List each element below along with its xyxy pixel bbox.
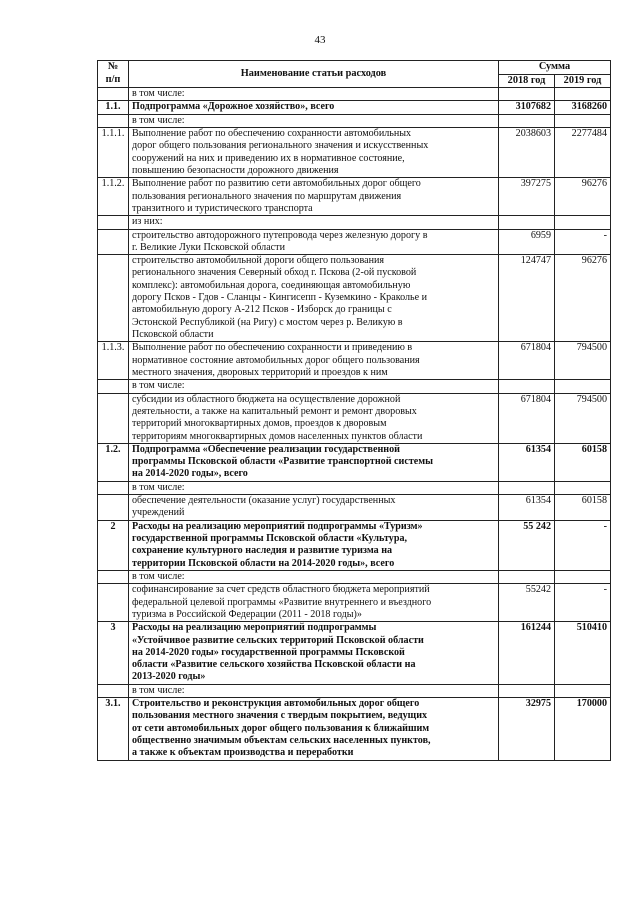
row-number xyxy=(98,481,129,494)
table-row xyxy=(98,443,611,481)
amount-2018 xyxy=(499,481,555,494)
table-row xyxy=(98,520,611,570)
amount-2018: 671804 xyxy=(499,342,555,380)
row-number xyxy=(98,216,129,229)
header-sum: Сумма xyxy=(499,61,611,75)
row-number xyxy=(98,229,129,255)
expense-item-name: Расходы на реализацию мероприятий подпрограммы «Устойчивое развитие сельских территорий Псковской области на 2014-2020 годы» государственной программы Псковской области «Развитие сельского хозяйства Псковской области на 2013-2020 годы» xyxy=(129,622,499,685)
expense-item-name: Выполнение работ по обеспечению сохранности и приведению в нормативное состояние автомобильных дорог общего пользования местного значения, дворовых территорий и проездов к ним xyxy=(129,342,499,380)
amount-2019: 96276 xyxy=(555,255,611,342)
row-number: 3 xyxy=(98,622,129,685)
header-year-2019: 2019 год xyxy=(555,74,611,88)
amount-2018 xyxy=(499,380,555,393)
expense-item-name: строительство автомобильной дороги общего пользования регионального значения Северный обход г. Пскова (2-ой пусковой комплекс): автомобильная дорога, соединяющая автомобильную дорогу Псков - Гдов - Сланцы - Кингисепп - Куземкино - Краколье и автомобильную дорогу А-212 Псков - Изборск до границы с Эстонской Республикой (на Ригу) с мостом через р. Великую в Псковской области xyxy=(129,255,499,342)
expense-item-name: в том числе: xyxy=(129,380,499,393)
amount-2019 xyxy=(555,570,611,583)
expense-item-name: Выполнение работ по развитию сети автомобильных дорог общего пользования регионального значения по маршрутам движения транзитного и туристического транспорта xyxy=(129,178,499,216)
amount-2018: 6959 xyxy=(499,229,555,255)
header-year-2018: 2018 год xyxy=(499,74,555,88)
row-number: 1.1.2. xyxy=(98,178,129,216)
amount-2018: 671804 xyxy=(499,393,555,443)
expense-item-name: обеспечение деятельности (оказание услуг) государственных учреждений xyxy=(129,495,499,521)
table-row xyxy=(98,216,611,229)
amount-2018 xyxy=(499,216,555,229)
expense-item-name: из них: xyxy=(129,216,499,229)
amount-2018 xyxy=(499,570,555,583)
row-number xyxy=(98,495,129,521)
expense-item-name: софинансирование за счет средств областного бюджета мероприятий федеральной целевой программы «Развитие внутреннего и въездного туризма в Российской Федерации (2011 - 2018 годы)» xyxy=(129,584,499,622)
amount-2019 xyxy=(555,114,611,127)
row-number xyxy=(98,114,129,127)
amount-2018: 61354 xyxy=(499,443,555,481)
amount-2018: 397275 xyxy=(499,178,555,216)
amount-2019: - xyxy=(555,520,611,570)
row-number xyxy=(98,584,129,622)
amount-2018: 161244 xyxy=(499,622,555,685)
amount-2019: 60158 xyxy=(555,495,611,521)
row-number xyxy=(98,570,129,583)
table-row xyxy=(98,570,611,583)
amount-2019: 2277484 xyxy=(555,128,611,178)
expense-item-name: Подпрограмма «Дорожное хозяйство», всего xyxy=(129,101,499,114)
table-body xyxy=(98,88,611,761)
expense-item-name: Подпрограмма «Обеспечение реализации государственной программы Псковской области «Развитие транспортной системы на 2014-2020 годы», всего xyxy=(129,443,499,481)
row-number xyxy=(98,255,129,342)
header-number: № п/п xyxy=(98,61,129,88)
amount-2019: - xyxy=(555,229,611,255)
amount-2018 xyxy=(499,114,555,127)
row-number: 1.1.3. xyxy=(98,342,129,380)
row-number: 1.1.1. xyxy=(98,128,129,178)
row-number xyxy=(98,380,129,393)
table-row xyxy=(98,255,611,342)
expense-item-name: Выполнение работ по обеспечению сохранности автомобильных дорог общего пользования регионального значения и искусственных сооружений на них и приведению их в нормативное состояние, повышению безопасности дорожного движения xyxy=(129,128,499,178)
row-number: 3.1. xyxy=(98,698,129,761)
expenses-table xyxy=(97,60,611,761)
amount-2018: 55 242 xyxy=(499,520,555,570)
table-row xyxy=(98,393,611,443)
header-name: Наименование статьи расходов xyxy=(129,61,499,88)
expense-item-name: субсидии из областного бюджета на осуществление дорожной деятельности, а также на капитальный ремонт и ремонт дворовых территорий многоквартирных домов, проездов к дворовым территориям многоквартирных домов населенных пунктов области xyxy=(129,393,499,443)
expense-item-name: в том числе: xyxy=(129,570,499,583)
table-row xyxy=(98,684,611,697)
row-number: 1.2. xyxy=(98,443,129,481)
expense-item-name: Расходы на реализацию мероприятий подпрограммы «Туризм» государственной программы Псковской области «Культура, сохранение культурного наследия и развитие туризма на территории Псковской области на 2014-2020 годы», всего xyxy=(129,520,499,570)
table-row xyxy=(98,584,611,622)
amount-2019 xyxy=(555,481,611,494)
amount-2019 xyxy=(555,380,611,393)
amount-2018 xyxy=(499,684,555,697)
table-row xyxy=(98,178,611,216)
table-row xyxy=(98,128,611,178)
row-number xyxy=(98,393,129,443)
table-row xyxy=(98,88,611,101)
amount-2019: - xyxy=(555,584,611,622)
page-number: 43 xyxy=(314,34,326,46)
amount-2019: 60158 xyxy=(555,443,611,481)
expense-item-name: в том числе: xyxy=(129,684,499,697)
amount-2019: 3168260 xyxy=(555,101,611,114)
table-row xyxy=(98,481,611,494)
table-row xyxy=(98,495,611,521)
amount-2019: 794500 xyxy=(555,342,611,380)
amount-2019: 170000 xyxy=(555,698,611,761)
amount-2018: 124747 xyxy=(499,255,555,342)
row-number xyxy=(98,684,129,697)
row-number xyxy=(98,88,129,101)
expense-item-name: строительство автодорожного путепровода через железную дорогу в г. Великие Луки Псковской области xyxy=(129,229,499,255)
expense-item-name: в том числе: xyxy=(129,88,499,101)
amount-2018 xyxy=(499,88,555,101)
amount-2018: 32975 xyxy=(499,698,555,761)
row-number: 2 xyxy=(98,520,129,570)
table-row xyxy=(98,698,611,761)
table-row xyxy=(98,101,611,114)
amount-2019 xyxy=(555,684,611,697)
expense-item-name: Строительство и реконструкция автомобильных дорог общего пользования местного значения с твердым покрытием, ведущих от сети автомобильных дорог общего пользования к ближайшим общественно значимым объектам сельских населенных пунктов, а также к объектам производства и переработки xyxy=(129,698,499,761)
amount-2018: 2038603 xyxy=(499,128,555,178)
amount-2019 xyxy=(555,216,611,229)
table-row xyxy=(98,622,611,685)
table-row xyxy=(98,229,611,255)
amount-2019 xyxy=(555,88,611,101)
amount-2019: 794500 xyxy=(555,393,611,443)
table-row xyxy=(98,380,611,393)
table-row xyxy=(98,342,611,380)
amount-2019: 510410 xyxy=(555,622,611,685)
amount-2018: 61354 xyxy=(499,495,555,521)
expense-item-name: в том числе: xyxy=(129,114,499,127)
row-number: 1.1. xyxy=(98,101,129,114)
amount-2018: 3107682 xyxy=(499,101,555,114)
amount-2019: 96276 xyxy=(555,178,611,216)
amount-2018: 55242 xyxy=(499,584,555,622)
table-row xyxy=(98,114,611,127)
expense-item-name: в том числе: xyxy=(129,481,499,494)
